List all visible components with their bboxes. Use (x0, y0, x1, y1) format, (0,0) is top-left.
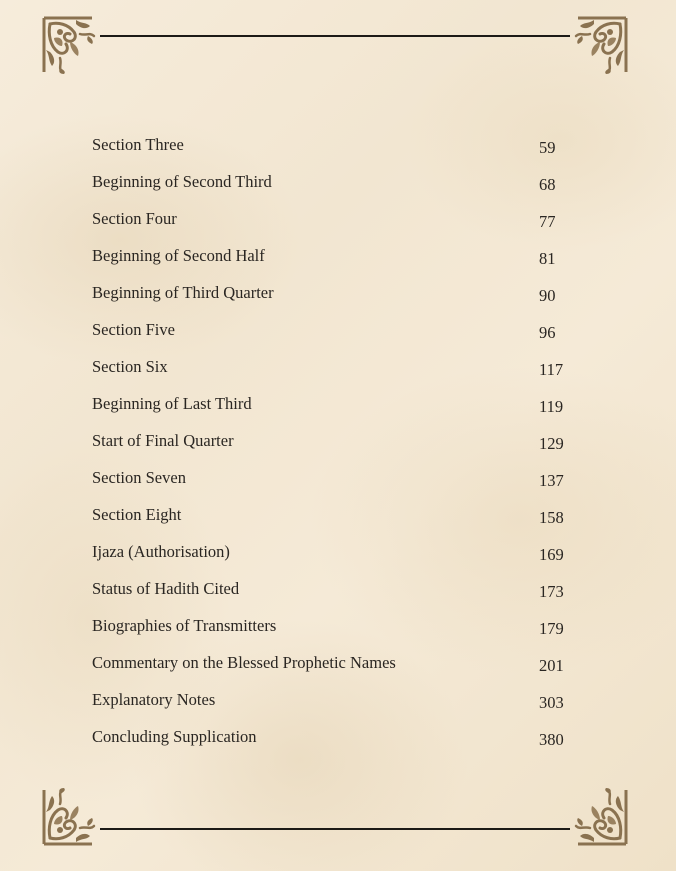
toc-entry-page: 158 (539, 508, 564, 527)
toc-entry[interactable] (92, 135, 582, 172)
toc-entry[interactable] (92, 616, 582, 653)
floral-corner-ornament-icon (574, 786, 630, 848)
toc-entry-title: Start of Final Quarter (92, 431, 234, 450)
floral-corner-ornament-icon (40, 14, 96, 76)
toc-entry-page: 201 (539, 656, 564, 675)
floral-corner-ornament-icon (40, 786, 96, 848)
toc-entry-title: Explanatory Notes (92, 690, 216, 709)
toc-entry[interactable] (92, 246, 582, 283)
toc-entry-title: Ijaza (Authorisation) (92, 542, 230, 561)
toc-entry-page: 129 (539, 434, 564, 453)
toc-entry[interactable] (92, 653, 582, 690)
toc-entry[interactable] (92, 172, 582, 209)
toc-entry-title: Section Three (92, 135, 184, 154)
toc-entry-title: Biographies of Transmitters (92, 616, 277, 635)
top-divider (100, 35, 570, 37)
toc-entry-page: 173 (539, 582, 564, 601)
toc-entry-title: Section Five (92, 320, 175, 339)
toc-entry-title: Section Eight (92, 505, 182, 524)
toc-entry[interactable] (92, 283, 582, 320)
toc-entry-page: 169 (539, 545, 564, 564)
toc-entry[interactable] (92, 579, 582, 616)
toc-entry[interactable] (92, 431, 582, 468)
toc-entry[interactable] (92, 320, 582, 357)
toc-entry-title: Section Four (92, 209, 177, 228)
toc-entry-page: 77 (539, 212, 556, 231)
floral-corner-ornament-icon (574, 14, 630, 76)
toc-entry-page: 117 (539, 360, 564, 379)
toc-entry-title: Commentary on the Blessed Prophetic Names (92, 653, 396, 672)
toc-entry[interactable] (92, 357, 582, 394)
toc-entry-page: 179 (539, 619, 564, 638)
toc-entry[interactable] (92, 394, 582, 431)
toc-entry-page: 59 (539, 138, 556, 157)
toc-entry-page: 68 (539, 175, 556, 194)
toc-entry[interactable] (92, 505, 582, 542)
toc-entry-page: 96 (539, 323, 556, 342)
toc-entry-page: 380 (539, 730, 564, 749)
toc-entry-page: 90 (539, 286, 556, 305)
bottom-divider (100, 828, 570, 830)
table-of-contents (92, 135, 582, 764)
toc-entry-title: Concluding Supplication (92, 727, 257, 746)
toc-entry[interactable] (92, 209, 582, 246)
toc-entry[interactable] (92, 727, 582, 764)
toc-entry-page: 303 (539, 693, 564, 712)
toc-entry-title: Status of Hadith Cited (92, 579, 240, 598)
toc-entry-page: 81 (539, 249, 556, 268)
toc-entry[interactable] (92, 542, 582, 579)
toc-entry-title: Section Seven (92, 468, 186, 487)
toc-entry-title: Beginning of Third Quarter (92, 283, 274, 302)
toc-entry-page: 137 (539, 471, 564, 490)
toc-entry-title: Beginning of Last Third (92, 394, 252, 413)
toc-entry-title: Beginning of Second Half (92, 246, 265, 265)
toc-entry[interactable] (92, 468, 582, 505)
toc-entry-title: Beginning of Second Third (92, 172, 272, 191)
toc-entry-page: 119 (539, 397, 564, 416)
toc-entry-title: Section Six (92, 357, 168, 376)
toc-entry[interactable] (92, 690, 582, 727)
